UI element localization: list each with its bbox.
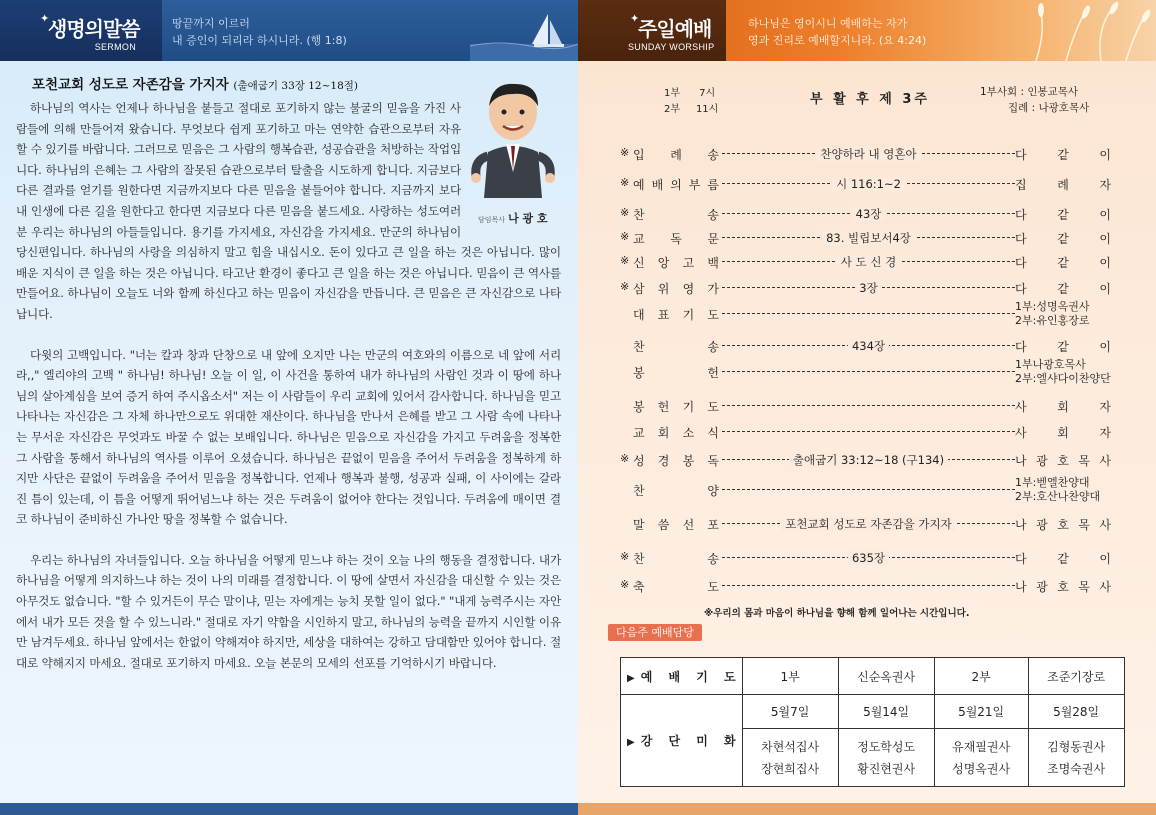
standing-mark: ※ — [620, 550, 630, 563]
order-item-content: 3장 — [722, 280, 1015, 296]
order-item-content: 43장 — [722, 206, 1015, 222]
altar-name: 정도학성도 — [857, 739, 916, 754]
order-item-responsible: 1부:벧엘찬양대 2부:호산나찬양대 — [1015, 476, 1101, 503]
pastor-name: 나 광 호 — [508, 212, 548, 225]
worship-header-title: 주일예배 — [638, 17, 712, 41]
order-row — [616, 338, 1116, 354]
order-item-responsible: 나 광 호 목 사 — [1015, 454, 1111, 468]
order-item-content: 사 도 신 경 — [722, 254, 1015, 270]
sermon-footer-band — [0, 803, 578, 815]
altar-name: 황진현권사 — [857, 761, 916, 776]
sailboat-seascape-icon — [470, 0, 578, 61]
officiant-label: 집례 : — [1008, 102, 1036, 114]
sermon-paragraph-3: 우리는 하나님의 자녀들입니다. 오늘 하나님을 어떻게 믿느냐 하는 것이 오늘 나의 행동을 결정합니다. 내가 하나님을 어떻게 의지하느냐 하는 것이 나의 미래를 결정합니다. 이 땅에 살면서 자신감을 대신할 수 있는 것은 아무것도 없습니다. "할 수 있거든이 무슨 말이냐, 믿는 자에게는 능치 못할 일이 없다." "내게 능력주시는 자안에서 내가 모든 것을 할 수 있느니라." 절대로 자기 약함을 시인하지 말고, 하나님의 능력을 끝까지 시인할 이유만 남겨두세요. 하나님 앞에서는 한없이 약해져야 하지만, 세상을 대하여는 강하고 담대함만 있어야 합니다. 절대로 약해지지 마세요. 절대로 포기하지 마세요. 오늘 본문의 모세의 선포를 기억하시기 바랍니다. — [16, 552, 561, 670]
order-row — [616, 358, 1116, 385]
standing-note: ※우리의 몸과 마음이 하나님을 향해 함께 일어나는 시간입니다. — [704, 608, 970, 619]
order-item-content: 출애굽기 33:12~18 (구134) — [722, 452, 1015, 468]
sermon-header-tab — [0, 0, 162, 61]
order-row — [616, 398, 1116, 414]
officiant-name: 나광호목사 — [1038, 102, 1090, 114]
prayer-label: 예 배 기 도 — [640, 669, 742, 684]
prayer-cell: 2부 — [934, 658, 1028, 695]
worship-footer-band — [578, 803, 1156, 815]
sparkle-icon: ✦ — [630, 12, 640, 25]
order-item-name: 예 배 의 부 름 — [633, 178, 719, 192]
order-item-content: 83. 빌립보서4장 — [722, 230, 1015, 246]
service-part: 1부 — [664, 88, 681, 99]
order-row — [616, 230, 1116, 246]
wheat-field-icon — [1026, 0, 1156, 61]
date-cell: 5월28일 — [1028, 695, 1124, 729]
sparkle-icon: ✦ — [40, 12, 50, 25]
order-item-responsible: 사 회 자 — [1015, 426, 1111, 440]
week-title: 부 활 후 제 3주 — [810, 92, 930, 107]
standing-mark: ※ — [620, 206, 630, 219]
order-item-name: 찬 양 — [633, 484, 719, 498]
officiant-name: 인봉교목사 — [1027, 86, 1079, 98]
order-item-name: 봉 헌 기 도 — [633, 400, 719, 414]
order-row — [616, 280, 1116, 296]
next-duty-badge: 다음주 예배담당 — [608, 624, 702, 641]
sermon-paragraph-1 — [16, 98, 561, 325]
standing-mark: ※ — [620, 146, 630, 159]
sermon-body — [16, 98, 561, 693]
worship-header — [578, 0, 1156, 61]
altar-name: 장현희집사 — [761, 761, 820, 776]
dashed-leader — [722, 313, 1015, 314]
order-row — [616, 452, 1116, 468]
order-item-content: 635장 — [722, 550, 1015, 566]
order-item-name: 성 경 봉 독 — [633, 454, 719, 468]
service-time: 7시 — [699, 88, 716, 99]
order-item-responsible: 다 같 이 — [1015, 232, 1111, 246]
order-row — [616, 578, 1116, 594]
order-item-name: 교 회 소 식 — [633, 426, 719, 440]
sermon-title — [32, 73, 358, 93]
order-item-responsible: 1부나광호목사 2부:엘샤다이찬양단 — [1015, 358, 1111, 385]
prayer-cell: 1부 — [742, 658, 838, 695]
order-row — [616, 176, 1116, 192]
order-item-name: 신 앙 고 백 — [633, 256, 719, 270]
order-row — [616, 476, 1116, 503]
worship-header-tab — [578, 0, 726, 61]
order-item-responsible: 다 같 이 — [1015, 340, 1111, 354]
standing-mark: ※ — [620, 452, 630, 465]
order-row — [616, 550, 1116, 566]
altar-label-cell — [621, 695, 743, 787]
standing-mark: ※ — [620, 280, 630, 293]
order-item-name: 삼 위 영 가 — [633, 282, 719, 296]
sermon-header-title: 생명의말씀 — [48, 17, 140, 41]
dashed-leader — [722, 489, 1015, 490]
order-item-responsible: 다 같 이 — [1015, 148, 1111, 162]
order-item-responsible: 다 같 이 — [1015, 282, 1111, 296]
order-item-name: 찬 송 — [633, 552, 719, 566]
prayer-cell: 신순옥권사 — [838, 658, 934, 695]
service-time-1 — [664, 84, 715, 99]
order-item-name: 축 도 — [633, 580, 719, 594]
order-item-responsible: 다 같 이 — [1015, 552, 1111, 566]
service-part: 2부 — [664, 104, 681, 115]
pastor-role: 담임목사 — [478, 216, 506, 224]
sermon-header-subtitle: SERMON — [94, 42, 136, 52]
order-row — [616, 254, 1116, 270]
service-time: 11시 — [695, 104, 719, 115]
order-item-responsible: 1부:성명옥권사 2부:유인홍장로 — [1015, 300, 1090, 327]
altar-names-cell — [1028, 729, 1124, 787]
sermon-reference: (출애굽기 33장 12~18절) — [233, 80, 358, 92]
altar-names-cell — [742, 729, 838, 787]
triangle-icon: ▶ — [627, 737, 635, 748]
altar-name: 김형동권사 — [1047, 739, 1106, 754]
worship-header-subtitle: SUNDAY WORSHIP — [628, 42, 715, 52]
order-item-name: 찬 송 — [633, 208, 719, 222]
dashed-leader — [722, 371, 1015, 372]
order-row — [616, 300, 1116, 327]
officiant-label: 1부사회 : — [980, 86, 1024, 98]
standing-mark: ※ — [620, 254, 630, 267]
standing-mark: ※ — [620, 176, 630, 189]
order-row — [616, 516, 1116, 532]
order-item-name: 입 례 송 — [633, 148, 719, 162]
altar-names-cell — [934, 729, 1028, 787]
dashed-leader — [722, 405, 1015, 406]
altar-label: 강 단 미 화 — [640, 734, 742, 748]
order-item-responsible: 나 광 호 목 사 — [1015, 518, 1111, 532]
order-item-name: 말 씀 선 포 — [633, 518, 719, 532]
officiant-celebrant — [1008, 100, 1089, 115]
order-item-responsible: 다 같 이 — [1015, 208, 1111, 222]
sermon-verse-line2: 내 증인이 되리라 하시니라. (행 1:8) — [172, 34, 347, 47]
date-cell: 5월21일 — [934, 695, 1028, 729]
order-item-name: 대 표 기 도 — [633, 308, 719, 322]
sermon-paragraph-2: 다윗의 고백입니다. "너는 칼과 창과 단창으로 내 앞에 오지만 나는 만군의 여호와의 이름으로 네 앞에 서리라,," 엘리야의 고백 " 하나님! 하나님! 오늘 이 일, 이 사건을 통하여 내가 하나님의 사람인 것과 이 땅에 하나님의 살아계심을 보여 증거 하여 주시옵소서" 저는 이 사람들이 우리 교회에 있어서 감사합니다. 하나님을 믿고 나타나는 자신감은 그 자체 하나만으로도 위대한 재산이다. 하나님을 만나서 은혜를 받고 그 사람 속에 나타나는 무서운 자신감은 무엇과도 바꿀 수 없는 보배입니다. 하나님은 믿음으로 자신감을 가지고 두려움을 정복한 그 사람을 통해서 하나님의 역사를 이루어 오셨습니다. 하나님은 끝없이 믿음을 주어서 두려움을 정복하게 하지만 사단은 끝없이 두려움을 주어서 믿음을 정복합니다. 언제나 행복과 불행, 성공과 실패, 이 사이에는 갈라진 틈이 있는데, 이 틈을 어떻게 뛰어넘느냐 하는 것은 두려움이 없어야 한다는 것입니다. 두려움에 매이면 결코 하나님이 준비하신 가나안 땅을 정복할 수 없습니다. — [16, 347, 561, 527]
standing-mark: ※ — [620, 578, 630, 591]
date-cell: 5월7일 — [742, 695, 838, 729]
order-item-responsible: 나 광 호 목 사 — [1015, 580, 1111, 594]
prayer-row — [621, 658, 1125, 695]
standing-mark: ※ — [620, 230, 630, 243]
order-item-content: 시 116:1~2 — [722, 176, 1015, 192]
officiant-host — [980, 84, 1078, 99]
dashed-leader — [722, 585, 1015, 586]
prayer-cell: 조준기장로 — [1028, 658, 1124, 695]
order-item-name: 찬 송 — [633, 340, 719, 354]
sermon-header — [0, 0, 578, 61]
service-time-2 — [664, 100, 718, 115]
altar-name: 조명숙권사 — [1047, 761, 1106, 776]
sermon-title-text: 포천교회 성도로 자존감을 가지자 — [32, 77, 229, 93]
date-row — [621, 695, 1125, 729]
order-row — [616, 206, 1116, 222]
order-item-responsible: 집 례 자 — [1015, 178, 1111, 192]
order-item-responsible: 사 회 자 — [1015, 400, 1111, 414]
order-item-content: 찬양하라 내 영혼아 — [722, 146, 1015, 162]
prayer-label-cell — [621, 658, 743, 695]
worship-page — [578, 0, 1156, 815]
altar-name: 차현석집사 — [761, 739, 820, 754]
order-item-content: 포천교회 성도로 자존감을 가지자 — [722, 516, 1015, 532]
triangle-icon: ▶ — [627, 672, 635, 684]
dashed-leader — [722, 431, 1015, 432]
order-item-name: 봉 헌 — [633, 366, 719, 380]
date-cell: 5월14일 — [838, 695, 934, 729]
worship-verse-line2: 영과 진리로 예배할지니라. (요 4:24) — [748, 34, 927, 47]
order-row — [616, 146, 1116, 162]
duty-table — [620, 657, 1125, 787]
order-row — [616, 424, 1116, 440]
worship-verse-line1: 하나님은 영이시니 예배하는 자가 — [748, 17, 908, 30]
order-item-name: 교 독 문 — [633, 232, 719, 246]
altar-names-cell — [838, 729, 934, 787]
altar-name: 성명옥권사 — [952, 761, 1011, 776]
sermon-verse-line1: 땅끝까지 이르러 — [172, 17, 250, 30]
order-item-content: 434장 — [722, 338, 1015, 354]
altar-name: 유재필권사 — [952, 739, 1011, 754]
sermon-paragraph-1-text: 하나님의 역사는 언제나 하나님을 붙들고 절대로 포기하지 않는 불굴의 믿음을 가진 사람들에 의해 만들어져 왔습니다. 무엇보다 쉽게 포기하고 마는 연약한 습관으로부터 자유 할 수 있기를 바랍니다. 그러므로 믿음은 그 사람의 행복습관, 성공습관을 처방하는 작업입니다. 하나님의 은혜는 그 사람의 잘못된 습관으로부터 탈출을 시도하게 합니다. 지금보다 다른 결과를 얻기를 원한다면 지금까지보다 다른 믿음을 붙들어야 합니다. 지금까지 보다 내 인생에 다른 길을 원한다고 한다면 지금보다 다른 믿음을 붙드세요. 사랑하는 성도여러분 우리는 하나님의 아들들입니다. 용기를 가지세요, 자신감을 가지세요. 만군의 하나님이 당신편입니다. 하나님의 사랑을 의심하지 말고 힘을 내십시오. 돈이 있다고 큰 일을 하는 것은 아닙니다. 많이 배운 지식이 큰 일을 하는 것은 아닙니다. 타고난 환경이 좋다고 큰 일을 하는 것은 아닙니다. 믿음이 큰 역사를 만들어요. 하나님이 오늘도 너와 함께 하신다고 하는 믿음이 자신감을 만듭니다. 큰 믿음은 큰 자신감으로 나타납니다. — [16, 101, 561, 321]
order-item-responsible: 다 같 이 — [1015, 256, 1111, 270]
